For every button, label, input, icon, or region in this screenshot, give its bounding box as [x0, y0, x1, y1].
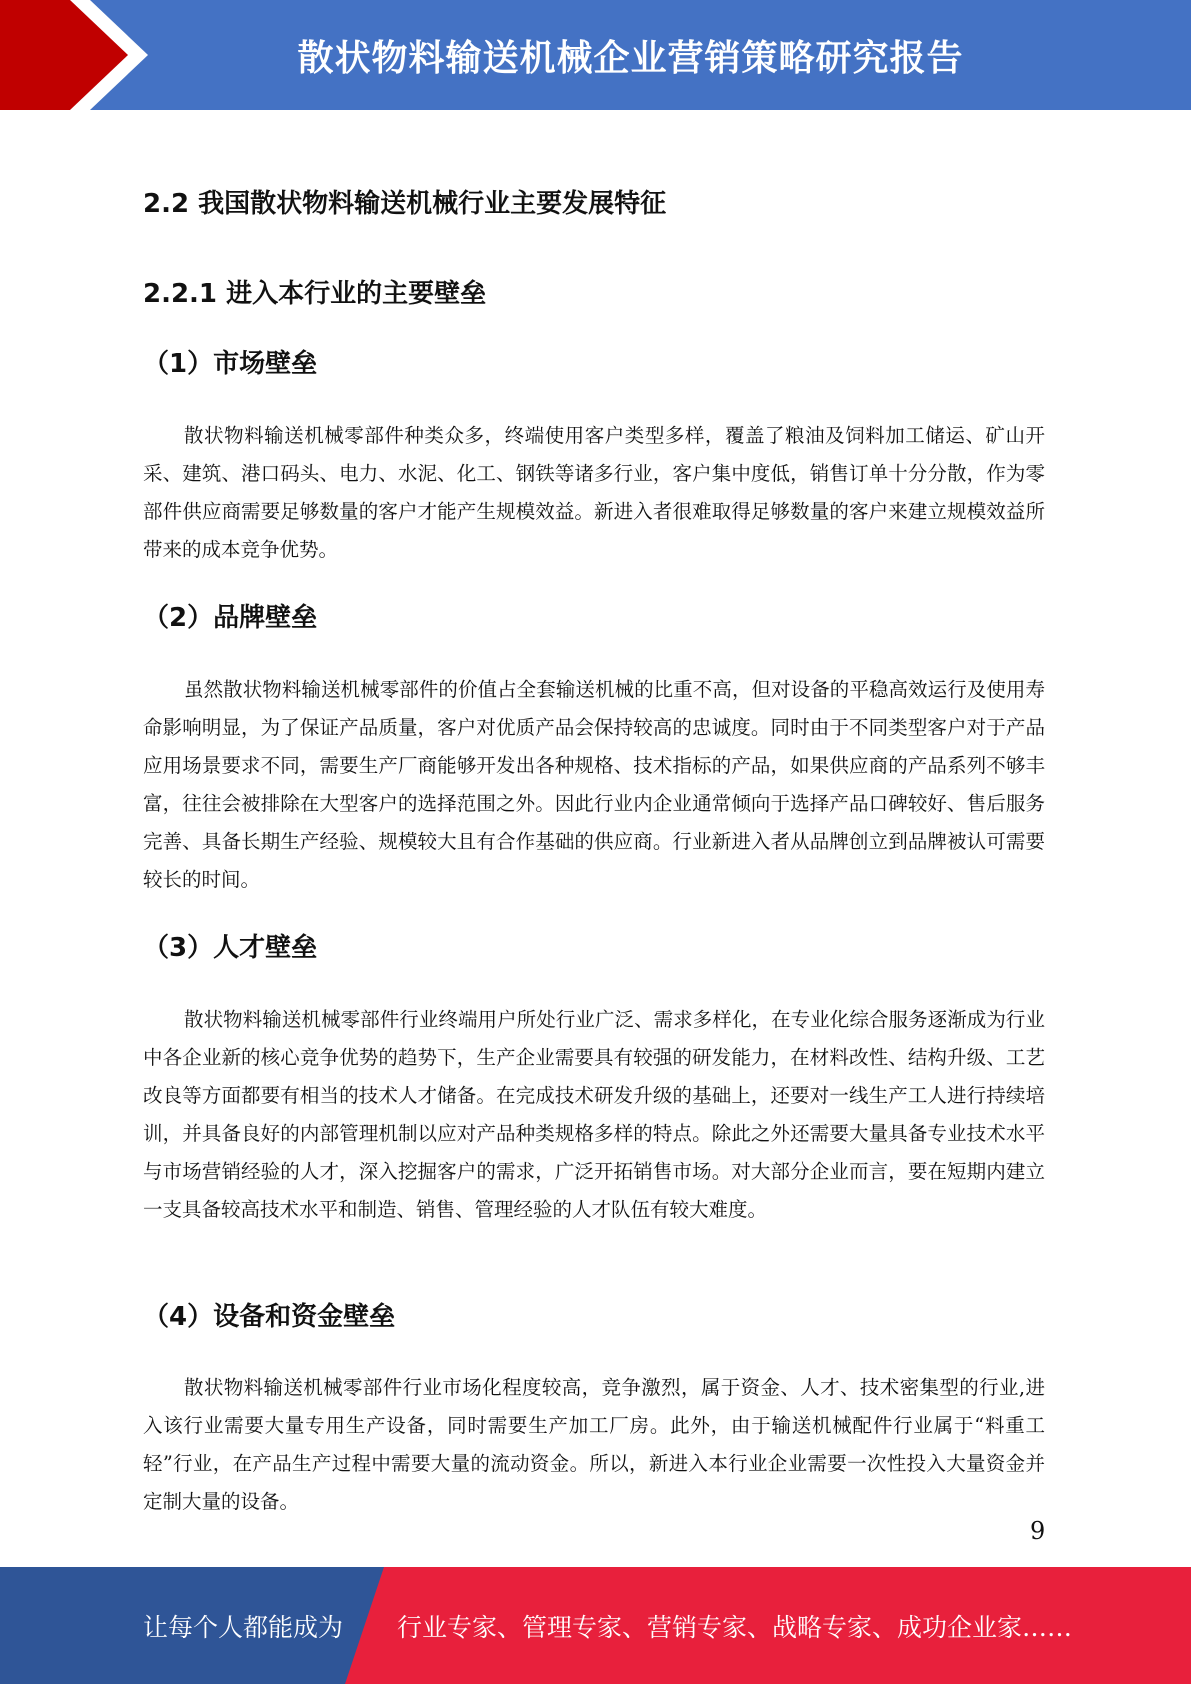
section-heading: 2.2 我国散状物料输送机械行业主要发展特征: [143, 189, 667, 219]
item-heading-brand-barrier: （2）品牌壁垒: [143, 603, 318, 633]
subsection-heading: 2.2.1 进入本行业的主要壁垒: [143, 279, 487, 309]
item-heading-talent-barrier: （3）人才壁垒: [143, 933, 318, 963]
paragraph-equipment-capital-barrier: 散状物料输送机械零部件行业市场化程度较高，竞争激烈，属于资金、人才、技术密集型的行业,进入该行业需要大量专用生产设备，同时需要生产加工厂房。此外，由于输送机械配件行业属于“料重工轻”行业，在产品生产过程中需要大量的流动资金。所以，新进入本行业企业需要一次性投入大量资金并定制大量的设备。: [143, 1376, 1045, 1513]
item-heading-equipment-capital-barrier: （4）设备和资金壁垒: [143, 1302, 396, 1332]
page-number: 9: [1030, 1517, 1046, 1545]
document-title: 散状物料输送机械企业营销策略研究报告: [297, 37, 964, 79]
paragraph-brand-barrier: 虽然散状物料输送机械零部件的价值占全套输送机械的比重不高，但对设备的平稳高效运行及使用寿命影响明显，为了保证产品质量，客户对优质产品会保持较高的忠诚度。同时由于不同类型客户对于产品应用场景要求不同，需要生产厂商能够开发出各种规格、技术指标的产品，如果供应商的产品系列不够丰富，往往会被排除在大型客户的选择范围之外。因此行业内企业通常倾向于选择产品口碑较好、售后服务完善、具备长期生产经验、规模较大且有合作基础的供应商。行业新进入者从品牌创立到品牌被认可需要较长的时间。: [143, 678, 1045, 891]
paragraph-market-barrier: 散状物料输送机械零部件种类众多，终端使用客户类型多样，覆盖了粮油及饲料加工储运、矿山开采、建筑、港口码头、电力、水泥、化工、钢铁等诸多行业，客户集中度低，销售订单十分分散，作为零部件供应商需要足够数量的客户才能产生规模效益。新进入者很难取得足够数量的客户来建立规模效益所带来的成本竞争优势。: [143, 424, 1045, 561]
paragraph-talent-barrier: 散状物料输送机械零部件行业终端用户所处行业广泛、需求多样化，在专业化综合服务逐渐成为行业中各企业新的核心竞争优势的趋势下，生产企业需要具有较强的研发能力，在材料改性、结构升级、工艺改良等方面都要有相当的技术人才储备。在完成技术研发升级的基础上，还要对一线生产工人进行持续培训，并具备良好的内部管理机制以应对产品种类规格多样的特点。除此之外还需要大量具备专业技术水平与市场营销经验的人才，深入挖掘客户的需求，广泛开拓销售市场。对大部分企业而言，要在短期内建立一支具备较高技术水平和制造、销售、管理经验的人才队伍有较大难度。: [143, 1008, 1045, 1221]
footer-slogan-right: 行业专家、管理专家、营销专家、战略专家、成功企业家……: [397, 1612, 1073, 1642]
page-footer: [0, 1567, 1191, 1684]
footer-slogan-left: 让每个人都能成为: [143, 1612, 344, 1642]
item-heading-market-barrier: （1）市场壁垒: [143, 349, 318, 379]
page-header: [0, 0, 1191, 110]
